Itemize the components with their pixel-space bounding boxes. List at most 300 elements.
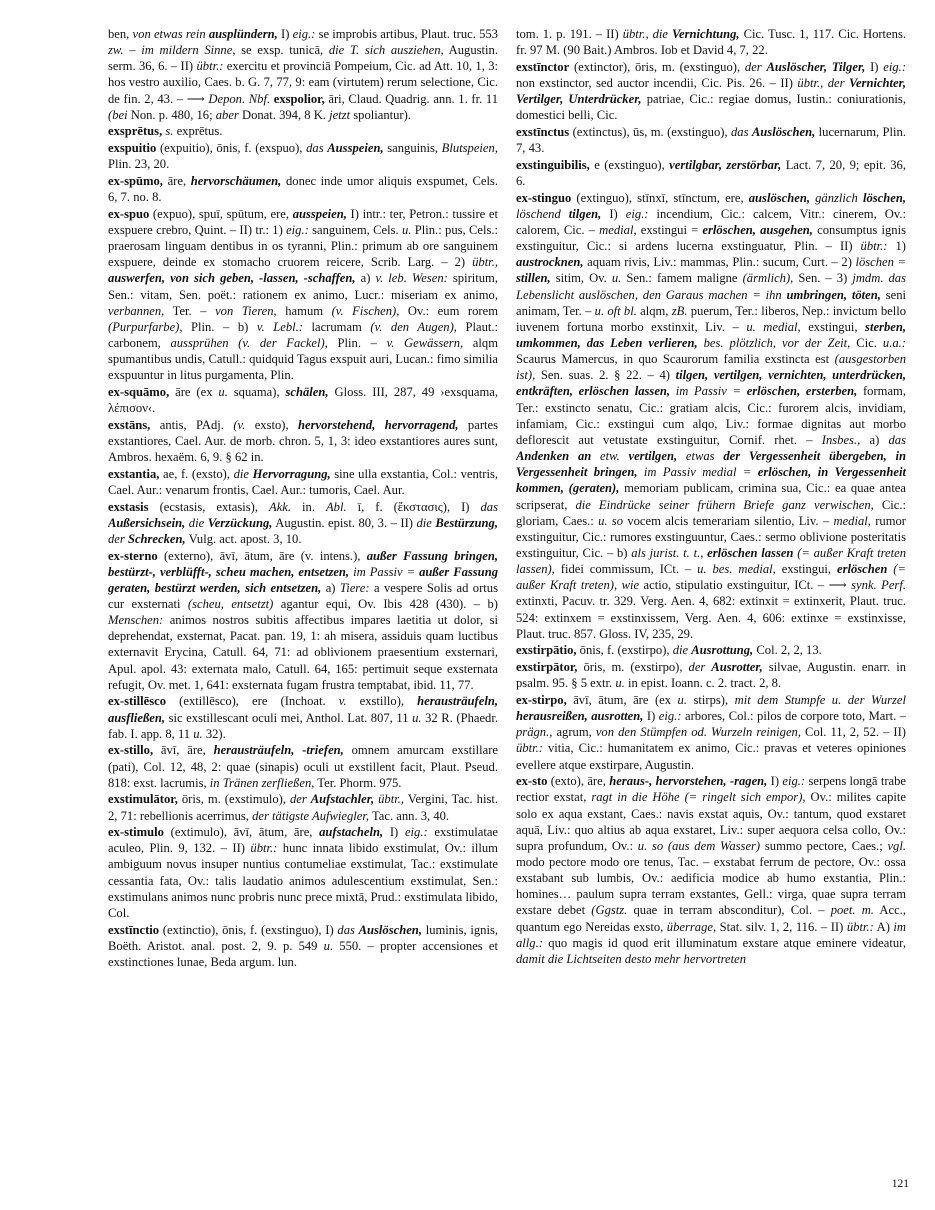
entry-translation: Bestürzung, — [435, 515, 498, 530]
dictionary-entry — [108, 791, 498, 823]
entry-text: vitia, Cic.: humanitatem ex animo, Cic.: pravas et veteres opiniones evellere atque exstirpare, Augustin. — [516, 741, 906, 772]
dictionary-entry — [516, 157, 906, 189]
entry-text: in. — [291, 499, 326, 514]
entry-text: luminis, ignis, Boëth. Aristot. anal. post. 2, 9. p. 549 — [108, 922, 498, 953]
entry-italic-text: der — [688, 660, 712, 675]
entry-headword: ex-stillo, — [108, 743, 154, 758]
entry-italic-text: das — [731, 124, 752, 139]
entry-italic-text: der tätigste Aufwiegler, — [252, 808, 370, 823]
entry-translation: hervorschäumen, — [190, 173, 282, 188]
dictionary-entry — [108, 466, 498, 498]
entry-headword: exstinguibilis, — [516, 157, 590, 172]
entry-italic-text: u. — [611, 271, 622, 286]
entry-italic-text: (scheu, entsetzt) — [187, 596, 274, 611]
entry-text: antis, PAdj. — [150, 417, 234, 432]
entry-translation: erlöschen, ersterben, — [746, 384, 858, 399]
dictionary-entry — [516, 642, 906, 658]
entry-italic-text: gänzlich — [810, 190, 863, 205]
entry-italic-text: zw. – im mildern Sinne, — [108, 43, 236, 58]
entry-translation: stillen, — [516, 271, 551, 286]
dictionary-entry — [108, 123, 498, 139]
entry-text: I) — [601, 206, 626, 221]
entry-text: summo pectore, Caes.; — [760, 838, 888, 853]
entry-text: in epist. Ioann. c. 2. tract. 2, 8. — [624, 676, 782, 691]
entry-headword: ex-sterno — [108, 548, 158, 563]
entry-italic-text: der — [290, 792, 311, 807]
entry-italic-text: Akk. — [269, 499, 292, 514]
entry-italic-text: vgl. — [887, 838, 906, 853]
entry-text: (extillēsco), ere (Inchoat. — [166, 694, 339, 709]
entry-translation: Ausspeien, — [327, 141, 384, 156]
entry-italic-text: im Passiv medial = — [637, 465, 758, 480]
entry-translation: Aufstachler, — [310, 792, 375, 807]
entry-italic-text: (Ggstz. — [591, 903, 628, 918]
entry-italic-text: (Purpurfarbe), — [108, 319, 183, 334]
entry-translation: außer Fassung geraten, bestürzt werden, sich entsetzen, — [108, 564, 498, 595]
entry-text: Sen. – 3) — [793, 271, 853, 286]
entry-italic-text: verbannen, — [108, 303, 165, 318]
entry-translation: herausträufeln, ausfließen, — [108, 694, 498, 725]
entry-text: quae in terram absconditur), Col. – — [627, 903, 831, 918]
entry-text: spiritum, Sen.: vitam, Sen. poët.: rationem ex animo, Lucr.: miseriam ex animo, — [108, 271, 498, 302]
entry-text: ōris, m. (exstirpo), — [577, 660, 689, 675]
entry-translation: hervorstehend, hervorragend, — [298, 417, 459, 432]
entry-headword: exstimulātor, — [108, 792, 178, 807]
entry-italic-text: etw. — [591, 449, 629, 464]
entry-italic-text: u. — [218, 384, 228, 399]
entry-text: quo magis id quod erit illuminatum exstare atque eminere videatur, — [542, 935, 906, 950]
entry-text: donec inde umor aliquis exspumet, Cels. 6, 7. no. 8. — [108, 173, 498, 205]
entry-italic-text: übtr.: — [846, 919, 874, 934]
dictionary-entry — [108, 140, 498, 172]
entry-headword: exstantia, — [108, 466, 160, 481]
entry-italic-text: medial, — [599, 222, 637, 237]
entry-text: Ter. Phorm. 975. — [314, 775, 402, 790]
entry-text: 550. – propter accensiones et exstinctiones lunae, Beda argum. lun. — [108, 938, 498, 969]
entry-italic-text: u. oft bl. — [594, 303, 637, 318]
entry-headword: exstasis — [108, 499, 149, 514]
entry-text: āre (ex — [169, 384, 219, 399]
entry-text: exstingui, — [800, 319, 866, 334]
entry-text: hamum — [276, 303, 332, 318]
entry-italic-text: (ärmlich), — [742, 271, 794, 286]
entry-italic-text: im allg.: — [516, 919, 906, 950]
entry-text: lacrumam — [302, 319, 371, 334]
entry-italic-text: Depon. Nbf. — [208, 91, 271, 106]
dictionary-entry — [108, 173, 498, 205]
entry-headword: ex-spūmo, — [108, 173, 163, 188]
entry-text: (extinctor), ōris, m. (exstinguo), — [569, 59, 745, 74]
entry-translation: umbringen, töten, — [786, 287, 881, 302]
entry-italic-text: damit die Lichtseiten desto mehr hervortreten — [516, 951, 747, 966]
entry-translation: tilgen, vertilgen, vernichten, unterdrücken, entkräften, erlöschen lassen, — [516, 368, 906, 399]
entry-italic-text: u. so — [598, 513, 624, 528]
entry-italic-text: (= außer Kraft treten lassen), — [516, 546, 906, 577]
entry-text: (extinguo), stīnxī, stīnctum, ere, — [571, 190, 749, 205]
entry-italic-text: das — [337, 922, 359, 937]
entry-headword: exstīnctor — [516, 59, 570, 74]
entry-text: (extimulo), āvī, ātum, āre, — [163, 825, 320, 840]
entry-italic-text: die — [185, 515, 208, 530]
entry-text: memoriam publicam, crimina sua, Cic.: ea quae antea scripserat, — [516, 481, 906, 512]
entry-translation: erlöschen — [836, 562, 888, 577]
entry-text: I) — [277, 27, 293, 41]
entry-text: āri, Claud. Quadrig. ann. 1. fr. 11 — [324, 91, 498, 106]
entry-italic-text: v. Lebl.: — [256, 319, 303, 334]
entry-translation: Vernichter, Vertilger, Unterdrücker, — [516, 75, 906, 107]
entry-text: Sen. suas. 2. § 22. – 4) — [535, 368, 676, 383]
entry-translation: der Vergessenheit übergeben, in Vergessenheit bringen, — [516, 449, 906, 480]
entry-text: I) — [865, 59, 884, 74]
dictionary-entry — [516, 124, 906, 156]
entry-italic-text: von Tieren, — [215, 303, 277, 318]
entry-italic-text: das — [480, 499, 498, 514]
entry-text: ī, f. (ἔκστασις), I) — [346, 499, 481, 514]
entry-translation: austrocknen, — [516, 255, 584, 270]
entry-text: a) — [321, 580, 340, 595]
entry-text: 32). — [202, 726, 226, 741]
entry-text: arbores, Col.: pilos de corpore toto, Mart. – — [681, 709, 906, 724]
entry-translation: außer Fassung bringen, bestürzt-, verblüfft-, scheu machen, entsetzen, — [108, 548, 498, 579]
entry-text: extinxti, Pacuv. tr. 329. Verg. Aen. 4, 682: extinxit = extinxerit, Plaut. truc. 524: extinxem = exstinxissem, Verg. Aen. 4, 606: extinxe = exstinxisse, Plaut. truc. 857. Gloss. IV, 235, 29. — [516, 594, 906, 641]
entry-text: I) — [643, 709, 659, 724]
entry-text: Lact. 7, 20, 9; epit. 36, 6. — [516, 157, 906, 188]
dictionary-entry — [108, 417, 498, 465]
entry-text: Scaurus Mamercus, in quo Scaurorum familia exstincta est — [516, 352, 835, 367]
entry-italic-text: aber — [215, 107, 239, 122]
entry-headword: exspuitio — [108, 141, 157, 156]
dictionary-entry — [516, 190, 906, 642]
entry-italic-text: von etwas rein — [129, 27, 209, 41]
entry-text: Stat. silv. 1, 2, 116. – II) — [716, 919, 847, 934]
entry-italic-text: ragt in die Höhe (= ringelt sich empor), — [591, 790, 806, 805]
entry-italic-text: jetzt — [329, 107, 351, 122]
entry-text: consumptus ignis exstinguitur, Cic.: si ardens lucerna exstinguatur, Plin. – II) — [516, 222, 906, 254]
entry-text: animos nostros subitis affectibus impares laetitia ut dolor, si deprehendat, exsternat, Pacat. pan. 19, 1: ah misera, assiduis quam luctibus externavit Erycina, Catull. 64, 71: ad oblivionem praesentium exsternari, Apul. apol. 43: externata malo, Catull. 64, 165: pertimuit seque exsternata refugit, Ov. met. 1, 641: exsternata fugam frustra temptabat, ibid. 11, 77. — [108, 613, 498, 692]
entry-italic-text: (v. den Augen), — [370, 319, 457, 334]
entry-translation: Andenken an — [516, 449, 592, 464]
entry-translation: aufstacheln, — [319, 825, 384, 840]
dictionary-entry — [516, 26, 906, 58]
entry-translation: herausträufeln, -triefen, — [213, 743, 344, 758]
entry-translation: Auslöscher, Tilger, — [766, 59, 866, 74]
entry-text: alqm spumantibus undis, Catull.: quidquid Tagus exspuit auri, Lucan.: fimo similia exspuuntur in litus purgamenta, Plin. — [108, 335, 498, 383]
entry-italic-text: übtr., der — [797, 75, 849, 90]
entry-italic-text: im Passiv = — [670, 384, 747, 399]
entry-translation: Schrecken, — [127, 531, 186, 546]
entry-text: puerum, Ter.: liberos, Nep.: invictum bello iuvenem fortuna morbo exstinxit, Liv. – — [516, 303, 906, 334]
entry-italic-text: u. — [412, 710, 422, 725]
entry-text: modo pectore modo ore tenus, Tac. – exstabat ferrum de pectore, Ov.: ossa exstabant sub lumbis, Ov.: aedificia modice ab humo exstantia, Plin.: homines… paulum supra terram exstantes, Gell.: virga, quae supra terram exstare debet — [516, 854, 906, 918]
entry-text: spoliantur). — [350, 107, 411, 122]
entry-headword: ex-spuo — [108, 206, 150, 221]
entry-text: ae, f. (exsto), — [159, 466, 234, 481]
entry-translation: Hervorragung, — [252, 466, 331, 481]
entry-text: āvī, ātum, āre (ex — [566, 692, 678, 707]
entry-text: 1) — [887, 239, 906, 254]
entry-italic-text: übtr.: — [860, 239, 888, 254]
dictionary-entry — [108, 499, 498, 547]
entry-text: (extinctio), ōnis, f. (exstinguo), I) — [159, 922, 338, 937]
entry-italic-text: übtr., — [472, 255, 498, 270]
entry-text: patriae, Cic.: regiae domus, Iustin.: coniurationis, domestici belli, Cic. — [516, 92, 906, 123]
entry-italic-text: löschen = — [855, 255, 906, 270]
entry-italic-text: das — [306, 141, 328, 156]
dictionary-entry — [516, 659, 906, 691]
entry-translation: Außersichsein, — [108, 515, 186, 530]
entry-text: Augustin. epist. 80, 3. – II) — [272, 515, 417, 530]
entry-italic-text: überrage, — [666, 919, 717, 934]
dictionary-entry — [108, 922, 498, 970]
entry-italic-text: eig.: — [404, 825, 428, 840]
entry-text: Non. p. 480, 16; — [127, 107, 216, 122]
entry-text: ōris, m. (exstimulo), — [177, 792, 290, 807]
entry-italic-text: v. Gewässern, — [386, 335, 464, 350]
entry-text: formam, Ter.: exstincto senatu, Cic.: gratiam alcis, Cic.: furorem alcis, invidiam, infamiam, Cic.: exstingui cum alqo, Liv.: formae dignitas aut morbo deflorescit aut vetustate exstinguitur, Cornif. rhet. – — [516, 384, 906, 447]
entry-text: exstimulatae aculeo, Plin. 9, 132. – II) — [108, 825, 498, 856]
entry-text: sanguinis, — [383, 141, 442, 156]
entry-text: seni animam, Ter. – — [516, 287, 906, 318]
entry-translation: erlöschen, ausgehen, — [702, 222, 813, 237]
entry-italic-text: synk. Perf. — [851, 578, 906, 593]
entry-text: sitim, Ov. — [550, 271, 612, 286]
entry-text: I) — [767, 774, 783, 789]
entry-text: exstingui = — [636, 222, 703, 237]
entry-italic-text: löschend — [516, 206, 569, 221]
entry-italic-text: bes. plötzlich, vor der Zeit, — [697, 335, 851, 350]
dictionary-entry — [108, 384, 498, 416]
entry-italic-text: übtr., — [374, 792, 405, 807]
dictionary-entry — [516, 59, 906, 124]
entry-italic-text: Tiere: — [339, 580, 370, 595]
entry-text: Vergini, Tac. hist. 2, 71: rebellionis acerrimus, — [108, 792, 498, 823]
entry-text: I) intr.: ter, Petron.: tussire et exspuere crebro, Quint. – II) tr.: 1) — [108, 206, 498, 237]
entry-headword: exsprētus, — [108, 124, 163, 139]
entry-text: Donat. 394, 8 K. — [238, 107, 330, 122]
entry-italic-text: v. leb. Wesen: — [375, 271, 448, 286]
entry-italic-text: (ausgestorben ist), — [516, 352, 906, 383]
entry-italic-text: (v. — [233, 417, 246, 432]
entry-italic-text: der — [108, 531, 128, 546]
entry-italic-text: übtr.: — [250, 841, 278, 856]
entry-text: (expuo), spuī, spūtum, ere, — [149, 206, 293, 221]
entry-text: omnem amurcam exstillare (pati), Col. 12, 48, 2: quae (sinapis) oculi ut exstillent facit, Plaut. Pseud. 818: exst. lacrumis, — [108, 743, 498, 790]
entry-text: āvī, āre, — [153, 743, 214, 758]
entry-italic-text: eig.: — [286, 222, 309, 237]
entry-italic-text: etwas — [677, 449, 724, 464]
entry-text: Plin. – b) — [182, 319, 257, 334]
entry-italic-text: u. medial, — [746, 319, 801, 334]
entry-text: Plin. – — [327, 335, 387, 350]
entry-text: lucernarum, Plin. 7, 43. — [516, 124, 906, 156]
entry-text: sine ulla exstantia, Col.: ventris, Cael. Aur.: venarum frontis, Cael. Aur.: tumoris, Cael. Aur. — [108, 466, 498, 497]
entry-italic-text: im Passiv = — [349, 564, 420, 579]
dictionary-entry — [108, 26, 498, 123]
entry-text: agantur equi, Ov. Ibis 428 (430). – b) — [273, 596, 498, 611]
entry-italic-text: die T. sich ausziehen, — [328, 43, 444, 58]
entry-italic-text: mit dem Stumpfe u. der Wurzel — [734, 692, 906, 707]
entry-text: a vespere Solis ad ortus cur exsternati — [108, 580, 498, 611]
entry-italic-text: die — [416, 515, 436, 530]
entry-italic-text: u. — [193, 726, 203, 741]
entry-text: (extinctus), ūs, m. (exstinguo), — [569, 124, 731, 139]
entry-italic-text: das — [888, 432, 906, 447]
entry-text: fidei commissum, ICt. – — [554, 562, 698, 577]
entry-text: Ov.: milites capite solo ex aqua exstant, Caes.: navis exstat aquis, Ov.: tantum, quod exstaret aquā, Liv.: quo altius ab aqua exstaret, Liv.: super aequora celsa collo, Ov.: supra profundum, Ov.: — [516, 790, 906, 853]
entry-text: exstillo), — [346, 694, 418, 709]
entry-text: serpens longā trabe rectior exstat, — [516, 774, 906, 805]
entry-text: incendium, Cic.: calcem, Vitr.: cinerem, Ov.: calorem, Cic. – — [516, 206, 906, 237]
entry-italic-text: u. — [615, 676, 625, 691]
entry-text: exsto), — [245, 417, 299, 432]
entry-italic-text: jmdm. das Lebenslicht auslöschen, den Garaus machen = ihn — [516, 271, 906, 302]
entry-translation: löschen, — [862, 190, 906, 205]
entry-italic-text: eig.: — [883, 59, 906, 74]
entry-headword: ex-squāmo, — [108, 384, 170, 399]
entry-italic-text: die — [672, 643, 692, 658]
entry-translation: Vernichtung, — [672, 27, 740, 41]
entry-translation: Verzückung, — [207, 515, 273, 530]
dictionary-page — [108, 26, 906, 1176]
entry-text: Ter. – — [164, 303, 216, 318]
entry-text: ōnis, f. (exstirpo), — [576, 643, 673, 658]
entry-headword: ex-stirpo, — [516, 692, 567, 707]
entry-italic-text: Blutspeien, — [441, 141, 498, 156]
entry-headword: exstāns, — [108, 417, 151, 432]
entry-text: partes exstantiores, Cael. Aur. de morb. chron. 5, 1, 3: ideo exstantiores aures sunt, Ambros. hexaëm. 6, 9. § 62 in. — [108, 417, 498, 465]
entry-italic-text: (v. Fischen), — [331, 303, 400, 318]
entry-italic-text: die Eindrücke seiner frühern Briefe ganz verwischen, — [575, 497, 874, 512]
entry-italic-text: übtr.: — [516, 741, 543, 756]
entry-translation: schälen, — [285, 384, 329, 399]
entry-headword: ex-stinguo — [516, 190, 572, 205]
entry-text: Plin.: pus, Cels.: praerosam linguam dentibus in os tyranni, Plin.: primum ab ore sanguinem exspuere, deinde ex stomacho cruorem reicere, Scrib. Larg. – 2) — [108, 222, 498, 270]
entry-italic-text: u. — [402, 222, 412, 237]
entry-italic-text: eig.: — [292, 27, 316, 41]
entry-italic-text: poet. m. — [830, 903, 874, 918]
entry-translation: ausspeien, — [292, 206, 347, 221]
entry-text: (externo), āvī, ātum, āre (v. intens.), — [157, 548, 367, 563]
entry-headword: exstirpātio, — [516, 643, 577, 658]
entry-text: actio, stipulatio exstinguitur, ICt. – ⟶ — [639, 578, 852, 593]
entry-text: se exsp. tunicā, — [235, 43, 329, 58]
entry-italic-text: zB. — [671, 303, 688, 318]
entry-translation: sterben, umkommen, das Leben verlieren, — [516, 319, 906, 350]
entry-text: se improbis artibus, Plaut. truc. 553 — [315, 27, 498, 41]
entry-text: a) — [860, 432, 889, 447]
entry-italic-text: prägn., — [516, 725, 553, 740]
page-number: 121 — [891, 1178, 909, 1190]
entry-translation: erlöschen, in Vergessenheit kommen, (geraten), — [516, 465, 906, 496]
entry-bold-text: exspolior, — [273, 91, 325, 106]
entry-text: sanguinem, Cels. — [308, 222, 402, 237]
entry-text: Plaut.: carbonem, — [108, 319, 498, 350]
entry-italic-text: u. bes. medial, — [697, 562, 776, 577]
entry-italic-text: (= außer Kraft treten), wie — [516, 562, 906, 593]
entry-italic-text: u. — [323, 938, 334, 953]
entry-headword: exstirpātor, — [516, 660, 578, 675]
entry-italic-text: in Tränen zerfließen, — [209, 775, 315, 790]
dictionary-entry — [108, 548, 498, 693]
entry-text: stirps), — [687, 692, 735, 707]
entry-text: Vulg. act. apost. 3, 10. — [185, 531, 302, 546]
entry-translation: heraus-, hervorstehen, -ragen, — [609, 774, 768, 789]
entry-text: Ov.: eum rorem — [399, 303, 498, 318]
entry-headword: ex-stillēsco — [108, 694, 167, 709]
entry-translation: erlöschen lassen — [707, 546, 794, 560]
entry-italic-text: übtr., die — [622, 27, 673, 41]
entry-text: alqm, — [636, 303, 672, 318]
entry-text: A) — [873, 919, 894, 934]
entry-text: agrum, — [552, 725, 596, 740]
entry-text: silvae, Augustin. enarr. in psalm. 95. § 5 extr. — [516, 660, 906, 691]
entry-italic-text: Insbes., — [821, 432, 861, 447]
entry-text: Plin. 23, 20. — [108, 157, 170, 172]
entry-italic-text: Abl. — [325, 499, 347, 514]
entry-text: Sen.: famem maligne — [621, 271, 743, 286]
entry-italic-text: u.a.: — [882, 335, 906, 350]
entry-text: (exto), āre, — [547, 774, 610, 789]
entry-italic-text: v. — [338, 694, 347, 709]
entry-headword: exstīnctus — [516, 124, 570, 139]
entry-italic-text: die — [233, 466, 253, 481]
entry-text: Augustin. serm. 36, 6. – II) — [108, 43, 498, 74]
entry-text: Cic. Tusc. 1, 117. Cic. Hortens. fr. 97 M. (90 Bait.) Ambros. Iob et David 4, 7, 22. — [516, 27, 906, 58]
entry-text: Tac. ann. 3, 40. — [369, 808, 450, 823]
entry-text: (ecstasis, extasis), — [148, 499, 270, 514]
entry-translation: ausplündern, — [208, 27, 278, 41]
dictionary-entry — [108, 206, 498, 384]
entry-italic-text: Menschen: — [108, 613, 164, 628]
entry-headword: ex-stimulo — [108, 825, 164, 840]
entry-text: āre, — [162, 173, 191, 188]
left-column — [108, 26, 498, 1166]
dictionary-entry — [108, 693, 498, 741]
entry-headword: ex-sto — [516, 774, 548, 789]
entry-translation: Ausrotter, — [711, 660, 763, 675]
entry-text: (expuitio), ōnis, f. (exspuo), — [156, 141, 307, 156]
entry-text: Col. 11, 2, 52. – II) — [801, 725, 906, 740]
entry-italic-text: (bei — [108, 107, 128, 122]
entry-translation: herausreißen, ausrotten, — [516, 709, 644, 724]
entry-text: aquam rivis, Liv.: mammas, Plin.: sucum, Curt. – 2) — [583, 255, 856, 270]
dictionary-entry — [108, 824, 498, 921]
entry-translation: vertilgbar, zerstörbar, — [669, 157, 782, 172]
entry-text: a) — [355, 271, 376, 286]
entry-text: Col. 2, 2, 13. — [753, 643, 822, 658]
entry-text: squama), — [227, 384, 286, 399]
entry-translation: Ausrottung, — [691, 643, 754, 658]
right-column — [516, 26, 906, 1166]
entry-italic-text: als jurist. t. t., — [631, 546, 704, 560]
entry-text: ben, — [108, 27, 130, 41]
entry-italic-text: medial, — [833, 513, 871, 528]
entry-text: hunc innata libido exstimulat, Ov.: illum ambiguum novus insuper nuntius contumeliae exstimulat, Tac.: exstimulate cessantia fata, Ov.: talis laudatio animos adulescentium exstimulat, Sen.: exstimulans animos nunc probris nunc prece mixtā, Prud.: exstimulata libido, Col. — [108, 841, 498, 920]
entry-text: sic exstillescant oculi mei, Anthol. Lat. 807, 11 — [165, 710, 413, 725]
entry-text: e (exstinguo), — [589, 157, 670, 172]
entry-text: exprētus. — [173, 124, 223, 139]
entry-translation: auslöschen, — [748, 190, 810, 205]
entry-text: 32 R. (Phaedr. fab. I. app. 8, 11 — [108, 710, 498, 741]
entry-text: Gloss. III, 287, 49 ›exsquama, λέπισον‹. — [108, 384, 498, 416]
entry-text: Acc., quantum ego Nereidas exsto, — [516, 903, 906, 934]
dictionary-entry — [108, 742, 498, 790]
dictionary-entry — [516, 773, 906, 967]
entry-italic-text: eig.: — [625, 206, 649, 221]
entry-italic-text: der — [744, 59, 767, 74]
entry-text: vocem alcis temerariam silentio, Liv. – — [623, 513, 834, 528]
entry-italic-text: s. — [162, 124, 174, 139]
